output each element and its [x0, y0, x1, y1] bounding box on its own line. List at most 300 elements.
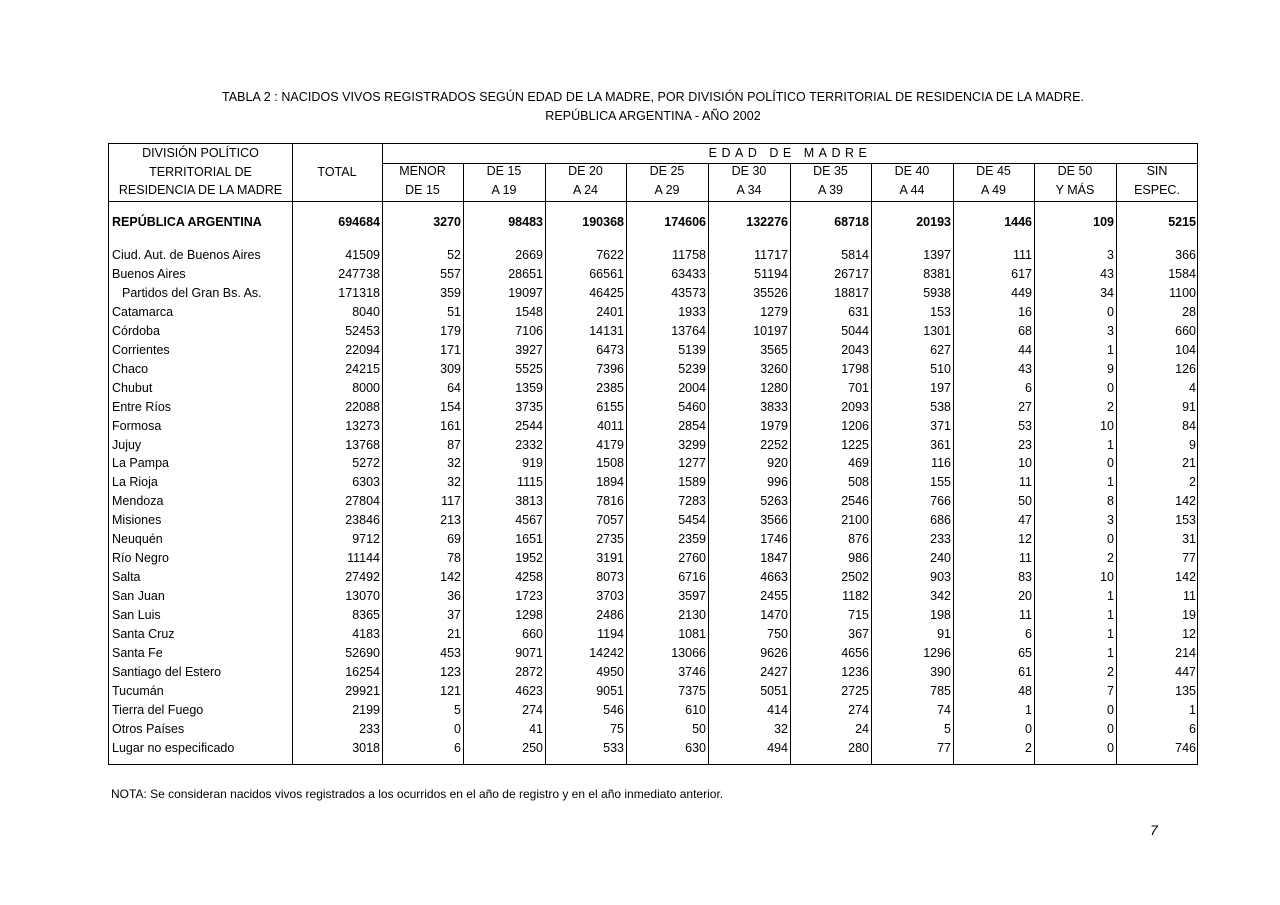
row-value: 2130	[678, 608, 706, 623]
row-value: 3566	[760, 513, 788, 528]
row-value: 2872	[515, 664, 543, 679]
row-value: 996	[767, 475, 788, 490]
row-label: Salta	[112, 570, 141, 585]
row-label: Entre Ríos	[112, 399, 172, 414]
row-value: 1206	[841, 418, 869, 433]
row-value: 10	[1100, 570, 1114, 585]
row-label: Río Negro	[112, 551, 169, 566]
row-value: 4183	[352, 627, 380, 641]
row-value: 44	[1018, 342, 1032, 357]
row-value: 359	[440, 285, 461, 300]
row-value: 660	[522, 627, 543, 641]
header-age-column: DE 15	[405, 182, 440, 197]
row-label: Chubut	[112, 380, 153, 395]
row-value: 13764	[671, 323, 706, 338]
row-value: 274	[522, 702, 543, 717]
row-value: 69	[447, 532, 461, 547]
row-value: 52	[447, 248, 461, 262]
row-value: 4663	[760, 570, 788, 585]
row-label: Tierra del Fuego	[112, 702, 204, 717]
row-value: 2	[1107, 664, 1114, 679]
row-value: 31	[1182, 532, 1196, 547]
row-value: 4179	[596, 437, 624, 452]
row-value: 47	[1018, 513, 1032, 528]
row-value: 21	[447, 627, 461, 641]
row-value: 247738	[338, 266, 380, 281]
row-value: 1397	[923, 248, 951, 262]
row-value: 111	[1012, 248, 1032, 262]
row-value: 3597	[678, 589, 706, 604]
row-value: 0	[1107, 380, 1114, 395]
row-value: 660	[1175, 323, 1196, 338]
row-value: 68	[1018, 323, 1032, 338]
row-value: 126	[1175, 361, 1196, 376]
row-value: 3746	[678, 664, 706, 679]
row-value: 0	[454, 721, 461, 736]
row-label: La Pampa	[112, 456, 169, 471]
table-note: NOTA: Se consideran nacidos vivos registrados a los ocurridos en el año de registro y en el año inmediato anterior.	[111, 787, 724, 801]
row-value: 46425	[589, 285, 624, 300]
header-age-column: A 19	[491, 182, 517, 197]
row-value: 2	[1107, 399, 1114, 414]
row-value: 280	[848, 740, 869, 755]
row-value: 6716	[678, 570, 706, 585]
row-value: 27492	[345, 570, 380, 585]
row-value: 4567	[515, 513, 543, 528]
row-value: 179	[440, 323, 461, 338]
row-value: 533	[603, 740, 624, 755]
table-title: TABLA 2 : NACIDOS VIVOS REGISTRADOS SEGÚN EDAD DE LA MADRE, POR DIVISIÓN POLÍTICO TERRITORIAL DE RESIDENCIA DE LA MADRE.	[222, 90, 1084, 104]
row-value: 5460	[678, 399, 706, 414]
row-value: 27804	[345, 494, 380, 509]
total-row-value: 190368	[582, 215, 624, 229]
row-value: 1979	[760, 418, 788, 433]
header-total: TOTAL	[317, 165, 357, 179]
row-value: 371	[930, 418, 951, 433]
row-value: 13768	[345, 437, 380, 452]
row-value: 366	[1175, 248, 1196, 262]
row-value: 2100	[841, 513, 869, 528]
row-value: 142	[440, 570, 461, 585]
row-value: 0	[1025, 721, 1032, 736]
row-value: 7057	[596, 513, 624, 528]
row-value: 4	[1189, 380, 1196, 395]
row-value: 7106	[515, 323, 543, 338]
row-value: 3	[1107, 323, 1114, 338]
row-value: 630	[685, 740, 706, 755]
row-value: 142	[1175, 494, 1196, 509]
row-value: 250	[522, 740, 543, 755]
row-value: 920	[767, 456, 788, 471]
row-value: 1115	[517, 475, 543, 490]
header-age-column: DE 30	[731, 164, 767, 178]
row-label: Chaco	[112, 361, 149, 376]
row-value: 0	[1107, 532, 1114, 547]
row-value: 198	[930, 608, 951, 623]
total-row-value: 694684	[338, 215, 380, 229]
row-value: 4011	[597, 418, 624, 433]
row-label: Partidos del Gran Bs. As.	[122, 285, 262, 300]
row-value: 2546	[841, 494, 869, 509]
row-value: 3	[1107, 513, 1114, 528]
row-value: 9	[1107, 361, 1114, 376]
row-value: 5	[454, 702, 461, 717]
row-value: 342	[930, 589, 951, 604]
row-label: Jujuy	[112, 437, 142, 452]
row-label: San Juan	[112, 589, 165, 604]
row-value: 2486	[596, 608, 624, 623]
row-value: 2093	[841, 399, 869, 414]
row-value: 32	[447, 456, 461, 471]
row-value: 3299	[678, 437, 706, 452]
row-value: 155	[930, 475, 951, 490]
row-value: 4623	[515, 683, 543, 698]
row-value: 51194	[754, 266, 788, 281]
row-value: 171318	[338, 285, 380, 300]
row-value: 11	[1019, 551, 1032, 566]
row-value: 13070	[345, 589, 380, 604]
row-value: 75	[610, 721, 624, 736]
row-value: 2725	[841, 683, 869, 698]
row-value: 214	[1175, 645, 1196, 660]
row-value: 5938	[923, 285, 951, 300]
row-value: 37	[447, 608, 461, 623]
row-value: 1723	[515, 589, 543, 604]
row-value: 13273	[345, 418, 380, 433]
row-value: 390	[930, 664, 951, 679]
row-value: 18817	[834, 285, 869, 300]
row-value: 2043	[841, 342, 869, 357]
row-value: 557	[440, 266, 461, 281]
row-value: 78	[447, 551, 461, 566]
row-value: 510	[930, 361, 951, 376]
row-value: 1933	[678, 304, 706, 319]
row-value: 3735	[515, 399, 543, 414]
header-divider	[109, 201, 1197, 202]
row-value: 2760	[678, 551, 706, 566]
row-value: 3927	[515, 342, 543, 357]
row-value: 24215	[345, 361, 380, 376]
row-value: 2735	[596, 532, 624, 547]
row-value: 7816	[596, 494, 624, 509]
row-value: 8000	[352, 380, 380, 395]
row-value: 1589	[678, 475, 706, 490]
row-value: 6	[1025, 380, 1032, 395]
header-age-column: DE 50	[1057, 164, 1093, 178]
row-value: 2544	[515, 418, 543, 433]
row-value: 8381	[923, 266, 951, 281]
row-value: 8073	[596, 570, 624, 585]
row-value: 5239	[678, 361, 706, 376]
row-value: 35526	[753, 285, 788, 300]
row-value: 24	[855, 721, 869, 736]
row-value: 0	[1107, 456, 1114, 471]
row-value: 14131	[589, 323, 624, 338]
row-value: 12	[1018, 532, 1032, 547]
row-value: 1194	[597, 627, 624, 641]
row-value: 121	[440, 683, 461, 698]
row-value: 6	[454, 740, 461, 755]
row-value: 11758	[672, 248, 706, 262]
row-value: 171	[440, 342, 461, 357]
row-value: 7	[1107, 683, 1114, 698]
row-value: 919	[522, 456, 543, 471]
row-value: 2	[1025, 740, 1032, 755]
row-value: 7375	[678, 683, 706, 698]
row-value: 785	[930, 683, 951, 698]
row-value: 686	[930, 513, 951, 528]
row-value: 5044	[841, 323, 869, 338]
header-age-column: A 39	[817, 182, 844, 197]
row-value: 2332	[515, 437, 543, 452]
row-value: 1236	[841, 664, 869, 679]
row-value: 11	[1019, 608, 1032, 623]
header-division-line: RESIDENCIA DE LA MADRE	[118, 183, 283, 197]
total-row-value: 5215	[1168, 215, 1196, 229]
row-value: 23846	[345, 513, 380, 528]
row-value: 153	[1175, 513, 1196, 528]
row-value: 32	[447, 475, 461, 490]
total-row-value: 68718	[834, 215, 869, 229]
total-row-label: REPÚBLICA ARGENTINA	[112, 215, 262, 229]
row-label: Otros Países	[112, 721, 185, 736]
row-label: Corrientes	[112, 342, 170, 357]
row-value: 11144	[347, 551, 380, 566]
row-value: 1277	[678, 456, 706, 471]
row-value: 627	[930, 342, 951, 357]
row-value: 447	[1175, 664, 1196, 679]
row-value: 2	[1189, 475, 1196, 490]
header-age-column: DE 35	[813, 164, 848, 178]
row-value: 0	[1107, 304, 1114, 319]
row-value: 1952	[515, 551, 543, 566]
row-value: 1	[1107, 437, 1114, 452]
row-value: 986	[848, 551, 869, 566]
header-age-column: A 49	[980, 182, 1007, 197]
row-value: 5051	[760, 683, 788, 698]
row-value: 16	[1018, 304, 1032, 319]
row-label: Neuquén	[112, 532, 163, 547]
row-value: 1301	[923, 323, 951, 338]
row-value: 65	[1018, 645, 1032, 660]
row-value: 16254	[345, 664, 380, 679]
row-value: 2	[1107, 551, 1114, 566]
row-value: 213	[440, 513, 461, 528]
row-value: 5525	[515, 361, 543, 376]
row-value: 2252	[760, 437, 788, 452]
row-value: 52453	[345, 323, 380, 338]
row-label: Tucumán	[112, 683, 164, 698]
row-value: 5139	[678, 342, 706, 357]
row-value: 19	[1182, 608, 1196, 623]
row-value: 91	[1182, 399, 1196, 414]
row-value: 91	[937, 627, 951, 641]
row-value: 11717	[754, 248, 788, 262]
row-value: 36	[447, 589, 461, 604]
header-age-column: A 29	[654, 182, 680, 197]
row-value: 4950	[596, 664, 624, 679]
row-value: 142	[1175, 570, 1196, 585]
row-value: 1359	[515, 380, 543, 395]
row-value: 41	[529, 721, 543, 736]
row-value: 1	[1107, 645, 1114, 660]
row-label: Santa Cruz	[112, 627, 175, 641]
row-value: 10	[1018, 456, 1032, 471]
table-subtitle: REPÚBLICA ARGENTINA - AÑO 2002	[545, 109, 761, 123]
row-value: 74	[937, 702, 951, 717]
row-value: 876	[848, 532, 869, 547]
row-value: 3703	[596, 589, 624, 604]
row-value: 9712	[352, 532, 380, 547]
row-value: 5272	[352, 456, 380, 471]
row-value: 1279	[760, 304, 788, 319]
row-value: 2502	[841, 570, 869, 585]
row-value: 274	[848, 702, 869, 717]
row-value: 23	[1018, 437, 1032, 452]
row-value: 10197	[753, 323, 788, 338]
header-age-column: A 44	[899, 182, 925, 197]
row-value: 7283	[678, 494, 706, 509]
row-value: 66561	[589, 266, 624, 281]
row-value: 43	[1100, 266, 1114, 281]
row-value: 123	[440, 664, 461, 679]
row-value: 5454	[678, 513, 706, 528]
row-value: 0	[1107, 702, 1114, 717]
row-value: 309	[440, 361, 461, 376]
row-value: 28651	[508, 266, 543, 281]
total-row-value: 132276	[746, 215, 788, 229]
row-value: 14242	[589, 645, 624, 660]
row-value: 240	[930, 551, 951, 566]
row-value: 9	[1189, 437, 1196, 452]
row-label: Buenos Aires	[112, 266, 186, 281]
row-value: 1296	[923, 645, 951, 660]
row-value: 87	[447, 437, 461, 452]
row-value: 1470	[760, 608, 788, 623]
row-value: 63433	[671, 266, 706, 281]
row-value: 1651	[515, 532, 543, 547]
row-value: 0	[1107, 721, 1114, 736]
row-value: 8	[1107, 494, 1114, 509]
row-value: 0	[1107, 740, 1114, 755]
row-value: 746	[1175, 740, 1196, 755]
row-value: 3018	[352, 740, 380, 755]
row-value: 154	[440, 399, 461, 414]
row-value: 161	[440, 418, 461, 433]
row-value: 61	[1018, 664, 1032, 679]
row-value: 1	[1107, 589, 1114, 604]
row-value: 2854	[678, 418, 706, 433]
row-value: 1584	[1168, 266, 1196, 281]
header-age-column: MENOR	[399, 164, 446, 178]
row-value: 903	[930, 570, 951, 585]
row-label: Mendoza	[112, 494, 164, 509]
row-value: 2385	[596, 380, 624, 395]
header-age-column: DE 40	[894, 164, 930, 178]
header-age-column: DE 20	[568, 164, 603, 178]
row-value: 1280	[760, 380, 788, 395]
row-value: 4656	[841, 645, 869, 660]
row-value: 1	[1107, 475, 1114, 490]
row-value: 1548	[515, 304, 543, 319]
row-value: 449	[1011, 285, 1032, 300]
header-age-column: DE 25	[649, 164, 685, 178]
header-age-column: DE 45	[976, 164, 1011, 178]
row-value: 3	[1107, 248, 1114, 262]
row-value: 1	[1107, 627, 1114, 641]
row-value: 53	[1018, 418, 1032, 433]
row-value: 361	[930, 437, 951, 452]
row-label: Santiago del Estero	[112, 664, 222, 679]
row-label: Formosa	[112, 418, 162, 433]
row-label: Misiones	[112, 513, 162, 528]
row-value: 32	[774, 721, 788, 736]
row-value: 1	[1025, 702, 1032, 717]
row-value: 12	[1182, 627, 1196, 641]
data-table	[108, 143, 1198, 765]
row-value: 104	[1175, 342, 1196, 357]
row-value: 3565	[760, 342, 788, 357]
row-label: Córdoba	[112, 323, 160, 338]
row-value: 494	[767, 740, 788, 755]
row-value: 51	[447, 304, 461, 319]
row-value: 135	[1175, 683, 1196, 698]
row-value: 750	[767, 627, 788, 641]
row-value: 9626	[760, 645, 788, 660]
row-value: 6303	[352, 475, 380, 490]
header-age-column: ESPEC.	[1134, 182, 1180, 197]
row-label: Catamarca	[112, 304, 174, 319]
row-value: 414	[767, 702, 788, 717]
row-value: 6	[1189, 721, 1196, 736]
row-value: 1225	[841, 437, 869, 452]
row-label: San Luis	[112, 608, 161, 623]
row-label: Lugar no especificado	[112, 740, 235, 755]
header-division-line: DIVISIÓN POLÍTICO	[142, 146, 259, 160]
row-value: 21	[1182, 456, 1196, 471]
row-value: 26717	[834, 266, 869, 281]
row-value: 6473	[596, 342, 624, 357]
row-value: 153	[930, 304, 951, 319]
row-value: 77	[937, 740, 951, 755]
row-value: 83	[1018, 570, 1032, 585]
row-value: 2004	[678, 380, 706, 395]
total-row-value: 20193	[916, 215, 951, 229]
row-value: 77	[1182, 551, 1196, 566]
row-value: 43573	[671, 285, 706, 300]
row-value: 116	[931, 456, 951, 471]
row-value: 22094	[345, 342, 380, 357]
row-value: 701	[848, 380, 869, 395]
row-value: 22088	[345, 399, 380, 414]
total-row-value: 174606	[664, 215, 706, 229]
row-value: 508	[848, 475, 869, 490]
row-value: 6155	[596, 399, 624, 414]
row-value: 610	[685, 702, 706, 717]
row-value: 10	[1100, 418, 1114, 433]
row-value: 48	[1018, 683, 1032, 698]
row-value: 20	[1018, 589, 1032, 604]
total-row-value: 109	[1093, 215, 1114, 229]
row-label: La Rioja	[112, 475, 158, 490]
row-value: 233	[930, 532, 951, 547]
row-value: 715	[848, 608, 869, 623]
row-value: 117	[441, 494, 461, 509]
row-value: 3191	[596, 551, 624, 566]
row-value: 1894	[596, 475, 624, 490]
row-value: 2427	[760, 664, 788, 679]
row-value: 84	[1182, 418, 1196, 433]
